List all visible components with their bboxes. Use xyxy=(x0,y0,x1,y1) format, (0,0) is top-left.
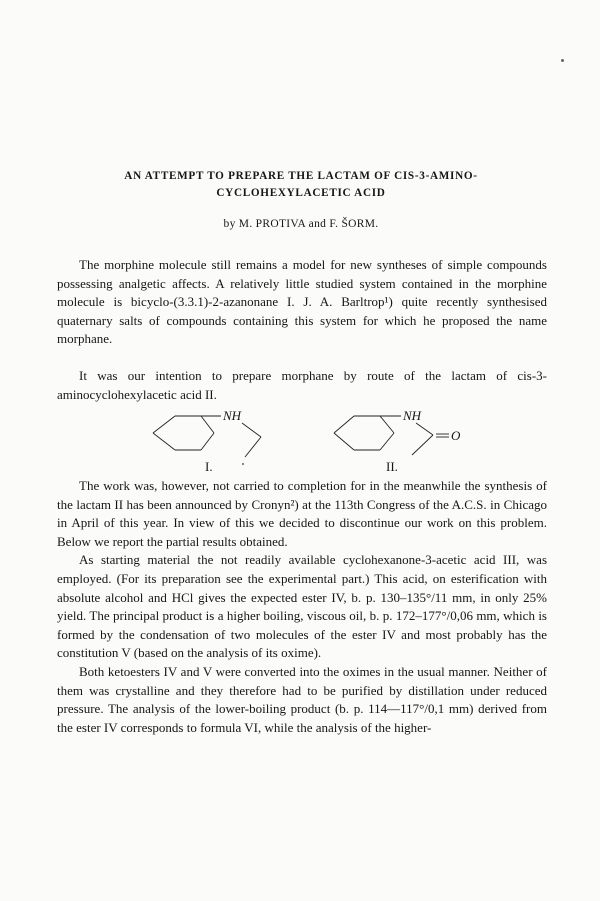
paragraph: It was our intention to prepare morphane by route of the lactam of cis-3-aminocyclohexylacetic acid II. xyxy=(57,368,547,402)
structure-II-oxygen: O xyxy=(451,428,461,443)
authors-line: by M. PROTIVA and F. ŠORM. xyxy=(223,218,379,230)
paragraph: As starting material the not readily available cyclohexanone-3-acetic acid III, was employed. (For its preparation see the experimental part.) This acid, on esterification with absolute alcohol and HCl gives the expected ester IV, b. p. 130–135°/11 mm, in only 25% yield. The principal product is a higher boiling, viscous oil, b. p. 172–177°/0,06 mm, which is formed by the condensation of two molecules of the ester IV and most probably has the constitution V (based on the analysis of its oxime). xyxy=(57,552,547,661)
scan-dot xyxy=(242,463,244,465)
title-line-1: AN ATTEMPT TO PREPARE THE LACTAM OF CIS-3-AMINO- xyxy=(124,170,478,182)
structure-I-bonds xyxy=(153,416,261,457)
paragraph: The work was, however, not carried to completion for in the meanwhile the synthesis of the lactam II has been announced by Cronyn²) at the 113th Congress of the A.C.S. in Chicago in April of this year. In view of this we decided to discontinue our work on this problem. Below we report the partial results obtained. xyxy=(57,478,547,549)
structure-I-label: I. xyxy=(205,459,213,474)
scan-speck xyxy=(561,59,564,62)
chemical-structures xyxy=(0,405,600,475)
paragraph: Both ketoesters IV and V were converted into the oximes in the usual manner. Neither of them was crystalline and they therefore had to be purified by distillation under reduced pressure. The analysis of the lower-boiling product (b. p. 114—117°/0,1 mm) derived from the ester IV corresponds to formula VI, while the analysis of the higher- xyxy=(57,663,547,735)
structure-I-atom: NH xyxy=(223,408,242,423)
structure-II-label: II. xyxy=(386,459,398,474)
structure-II-bonds xyxy=(334,416,449,455)
intro-paragraph-1 xyxy=(57,256,547,349)
title-line-2: CYCLOHEXYLACETIC ACID xyxy=(216,187,386,199)
structure-diagram xyxy=(0,405,600,475)
structure-II-atom: NH xyxy=(403,408,422,423)
body-text xyxy=(57,477,547,737)
paragraph: The morphine molecule still remains a model for new syntheses of simple compounds possessing analgetic affects. A relatively little studied system contained in the morphine molecule is bicyclo-(3.3.1)-2-azanonane I. J. A. Barltrop¹) quite recently synthesised quaternary salts of compounds containing this system for which he proposed the name morphane. xyxy=(57,257,547,347)
article-title xyxy=(60,168,542,202)
intro-paragraph-2 xyxy=(57,367,547,404)
